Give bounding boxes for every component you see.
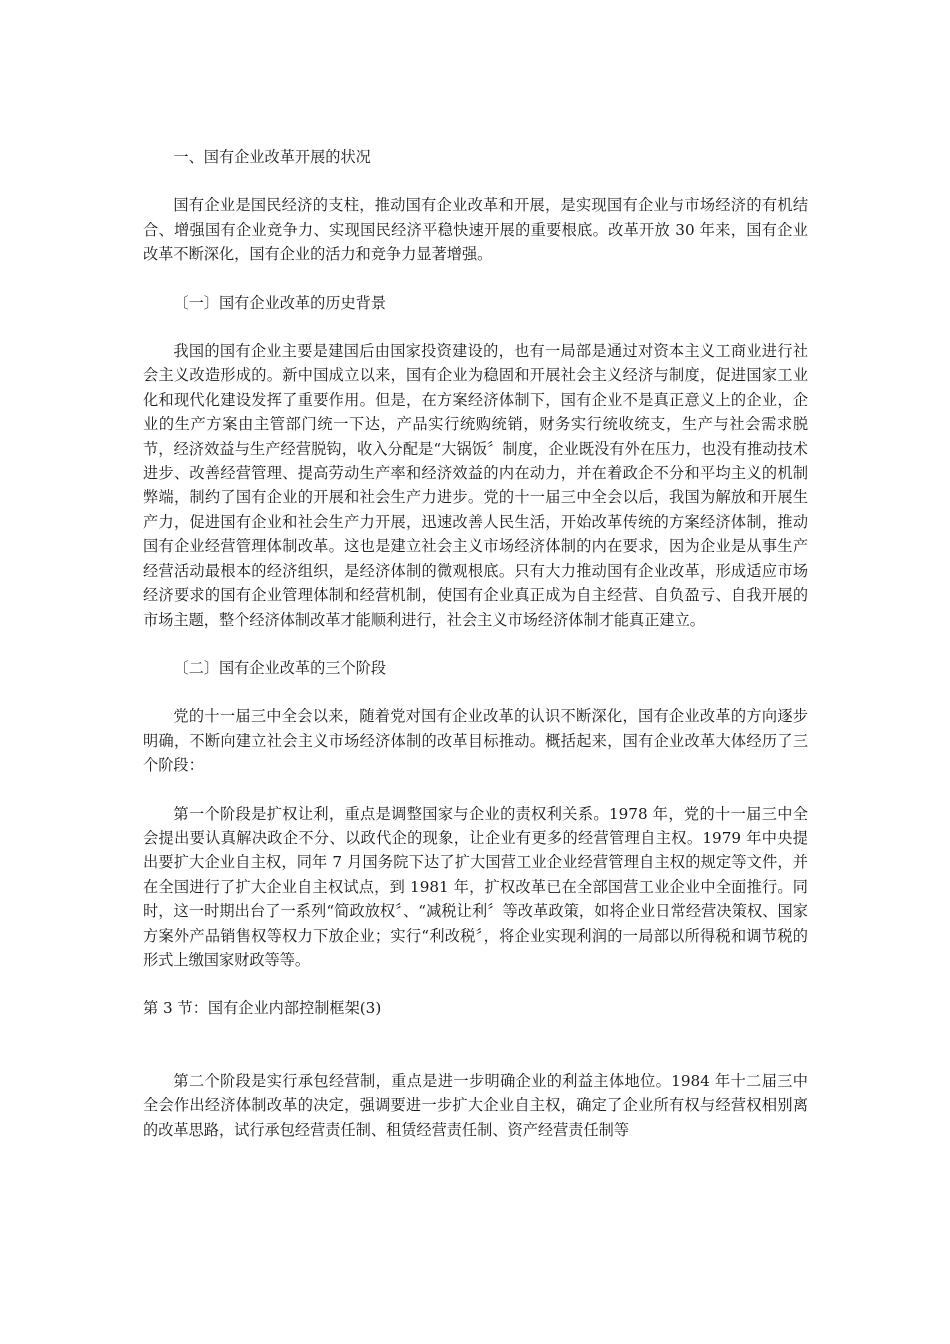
paragraph-stages-intro: 党的十一届三中全会以来，随着党对国有企业改革的认识不断深化，国有企业改革的方向逐步明确，不断向建立社会主义市场经济体制的改革目标推动。概括起来，国有企业改革大体经历了三个阶段： [143,707,808,775]
subsection-heading-2: 〔二〕国有企业改革的三个阶段 [173,658,387,677]
section-heading-1: 一、国有企业改革开展的状况 [173,148,371,166]
section-title: 第 3 节：国有企业内部控制框架(3) [143,999,382,1018]
document-page [143,145,808,1142]
paragraph-stage-two: 第二个阶段是实行承包经营制，重点是进一步明确企业的利益主体地位。1984 年十二届三中全会作出经济体制改革的决定，强调要进一步扩大企业自主权，确定了企业所有权与经营权相别离的改革思路，试行承包经营责任制、租赁经营责任制、资产经营责任制等 [143,1071,808,1139]
paragraph-background: 我国的国有企业主要是建国后由国家投资建设的，也有一局部是通过对资本主义工商业进行社会主义改造形成的。新中国成立以来，国有企业为稳固和开展社会主义经济与制度，促进国家工业化和现代化建设发挥了重要作用。但是，在方案经济体制下，国有企业不是真正意义上的企业，企业的生产方案由主管部门统一下达，产品实行统购统销，财务实行统收统支，生产与社会需求脱节，经济效益与生产经营脱钩，收入分配是“大锅饭〞制度，企业既没有外在压力，也没有推动技术进步、改善经营管理、提高劳动生产率和经济效益的内在动力，并在着政企不分和平均主义的机制弊端，制约了国有企业的开展和社会生产力进步。党的十一届三中全会以后，我国为解放和开展生产力，促进国有企业和社会生产力开展，迅速改善人民生活，开始改革传统的方案经济体制，推动国有企业经营管理体制改革。这也是建立社会主义市场经济体制的内在要求，因为企业是从事生产经营活动最根本的经济组织，是经济体制的微观根底。只有大力推动国有企业改革，形成适应市场经济要求的国有企业管理体制和经营机制，使国有企业真正成为自主经营、自负盈亏、自我开展的市场主题，整个经济体制改革才能顺利进行，社会主义市场经济体制才能真正建立。 [143,342,808,629]
paragraph-intro: 国有企业是国民经济的支柱，推动国有企业改革和开展，是实现国有企业与市场经济的有机结合、增强国有企业竞争力、实现国民经济平稳快速开展的重要根底。改革开放 30 年来，国有企业改革不断深化，国有企业的活力和竞争力显著增强。 [143,196,808,264]
paragraph-stage-one: 第一个阶段是扩权让利，重点是调整国家与企业的责权利关系。1978 年，党的十一届三中全会提出要认真解决政企不分、以政代企的现象，让企业有更多的经营管理自主权。1979 年中央提出要扩大企业自主权，同年 7 月国务院下达了扩大国营工业企业经营管理自主权的规定等文件，并在全国进行了扩大企业自主权试点，到 1981 年，扩权改革已在全部国营工业企业中全面推行。同时，这一时期出台了一系列“简政放权〞、“减税让利〞等改革政策，如将企业日常经营决策权、国家方案外产品销售权等权力下放企业；实行“利改税〞，将企业实现利润的一局部以所得税和调节税的形式上缴国家财政等等。 [143,804,808,969]
subsection-heading-1: 〔一〕国有企业改革的历史背景 [173,293,387,312]
